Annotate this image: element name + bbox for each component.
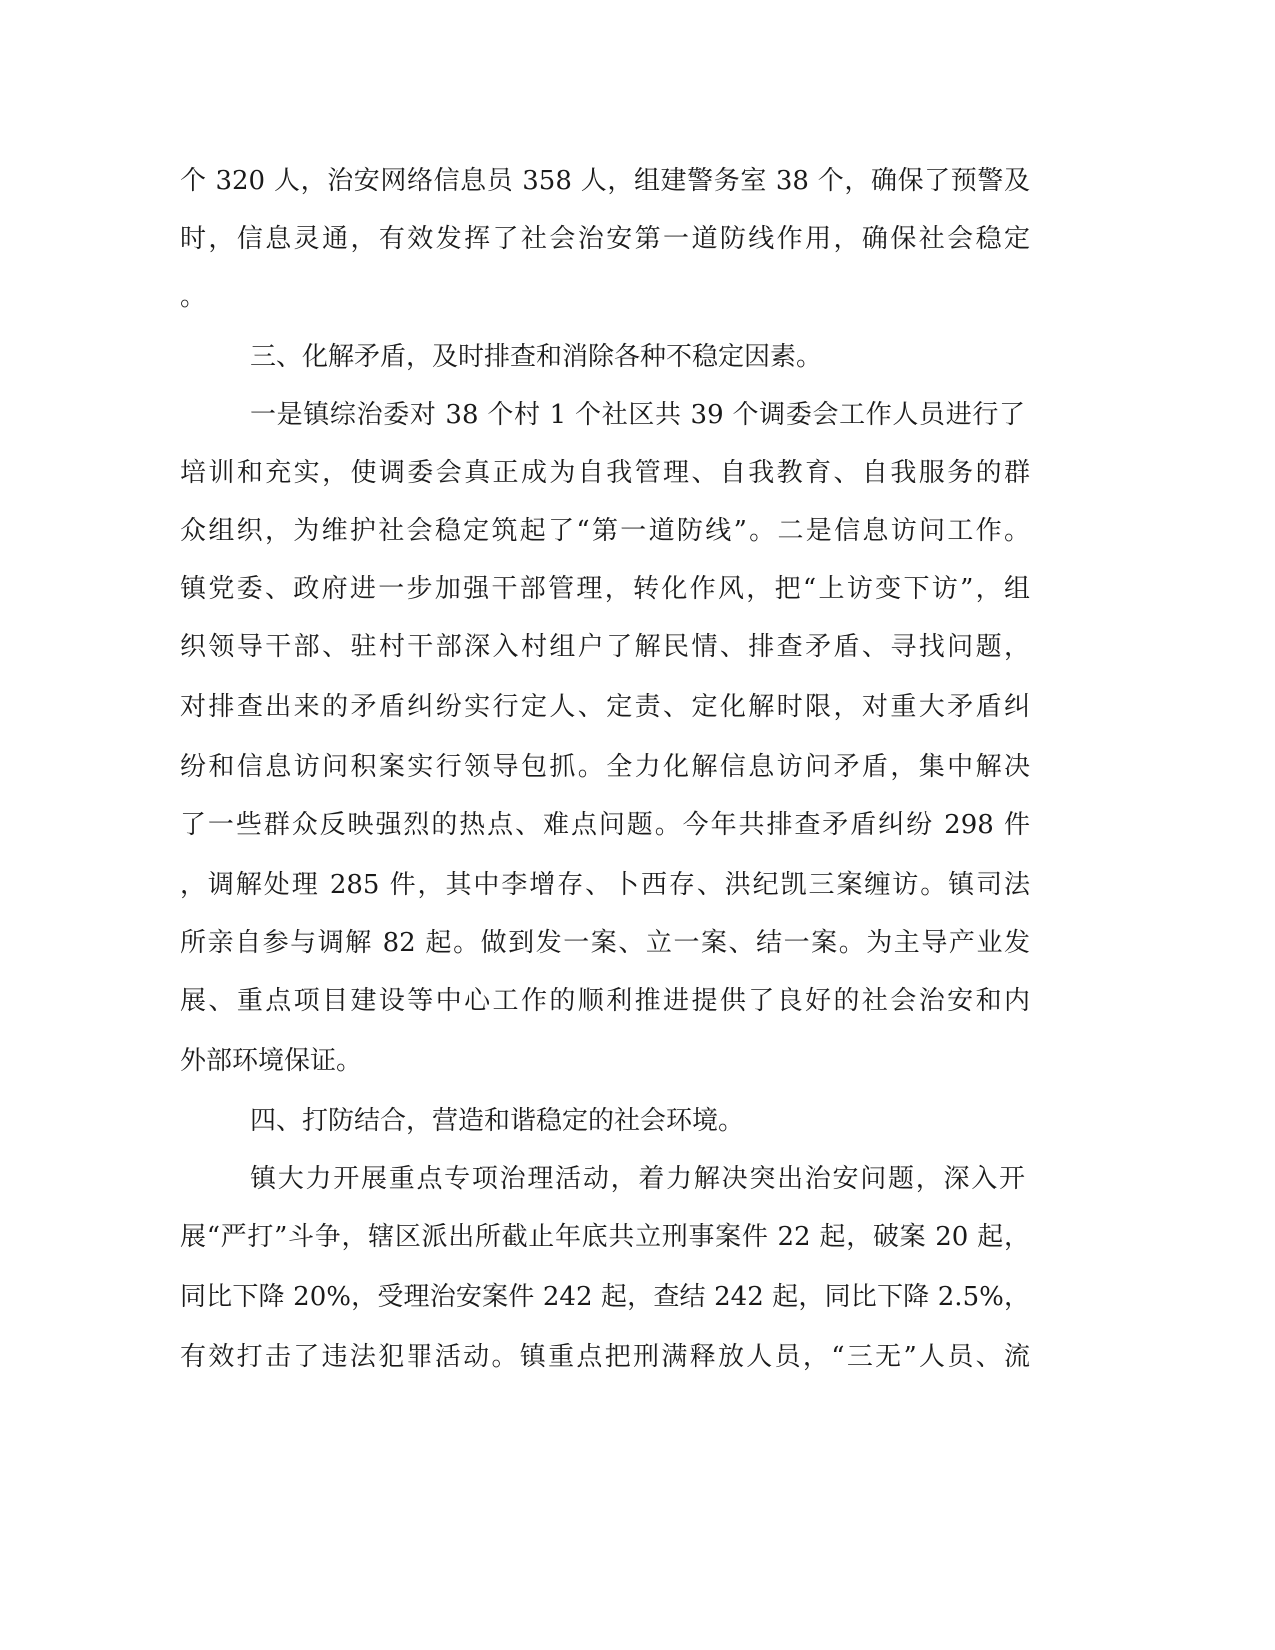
body-text-line: 众组织，为维护社会稳定筑起了“第一道防线”。二是信息访问工作。 bbox=[180, 516, 1030, 546]
body-text-line: 。 bbox=[180, 282, 207, 312]
body-text-line: 一是镇综治委对 38 个村 1 个社区共 39 个调委会工作人员进行了 bbox=[250, 400, 1025, 430]
body-text-line: 时，信息灵通，有效发挥了社会治安第一道防线作用，确保社会稳定 bbox=[180, 224, 1030, 254]
body-text-line: 外部环境保证。 bbox=[180, 1046, 363, 1076]
body-text-line: 培训和充实，使调委会真正成为自我管理、自我教育、自我服务的群 bbox=[180, 458, 1030, 488]
body-text-line: 展、重点项目建设等中心工作的顺利推进提供了良好的社会治安和内 bbox=[180, 986, 1030, 1016]
body-text-line: 所亲自参与调解 82 起。做到发一案、立一案、结一案。为主导产业发 bbox=[180, 928, 1030, 958]
body-text-line: 了一些群众反映强烈的热点、难点问题。今年共排查矛盾纠纷 298 件 bbox=[180, 810, 1030, 840]
body-text-line: 同比下降 20%，受理治安案件 242 起，查结 242 起，同比下降 2.5%， bbox=[180, 1282, 1030, 1312]
body-text-line: 织领导干部、驻村干部深入村组户了解民情、排查矛盾、寻找问题， bbox=[180, 632, 1030, 662]
body-text-line: 展“严打”斗争，辖区派出所截止年底共立刑事案件 22 起，破案 20 起， bbox=[180, 1222, 1030, 1252]
body-text-line: 对排查出来的矛盾纠纷实行定人、定责、定化解时限，对重大矛盾纠 bbox=[180, 692, 1030, 722]
body-text-line: 镇党委、政府进一步加强干部管理，转化作风，把“上访变下访”，组 bbox=[180, 574, 1030, 604]
body-text-line: 有效打击了违法犯罪活动。镇重点把刑满释放人员，“三无”人员、流 bbox=[180, 1342, 1030, 1372]
body-text-line: 纷和信息访问积案实行领导包抓。全力化解信息访问矛盾，集中解决 bbox=[180, 752, 1030, 782]
body-text-line: ，调解处理 285 件，其中李增存、卜西存、洪纪凯三案缠访。镇司法 bbox=[180, 870, 1030, 900]
section-heading: 四、打防结合，营造和谐稳定的社会环境。 bbox=[250, 1106, 745, 1136]
section-heading: 三、化解矛盾，及时排查和消除各种不稳定因素。 bbox=[250, 342, 823, 372]
body-text-line: 个 320 人，治安网络信息员 358 人，组建警务室 38 个，确保了预警及 bbox=[180, 166, 1030, 196]
body-text-line: 镇大力开展重点专项治理活动，着力解决突出治安问题，深入开 bbox=[250, 1164, 1025, 1194]
